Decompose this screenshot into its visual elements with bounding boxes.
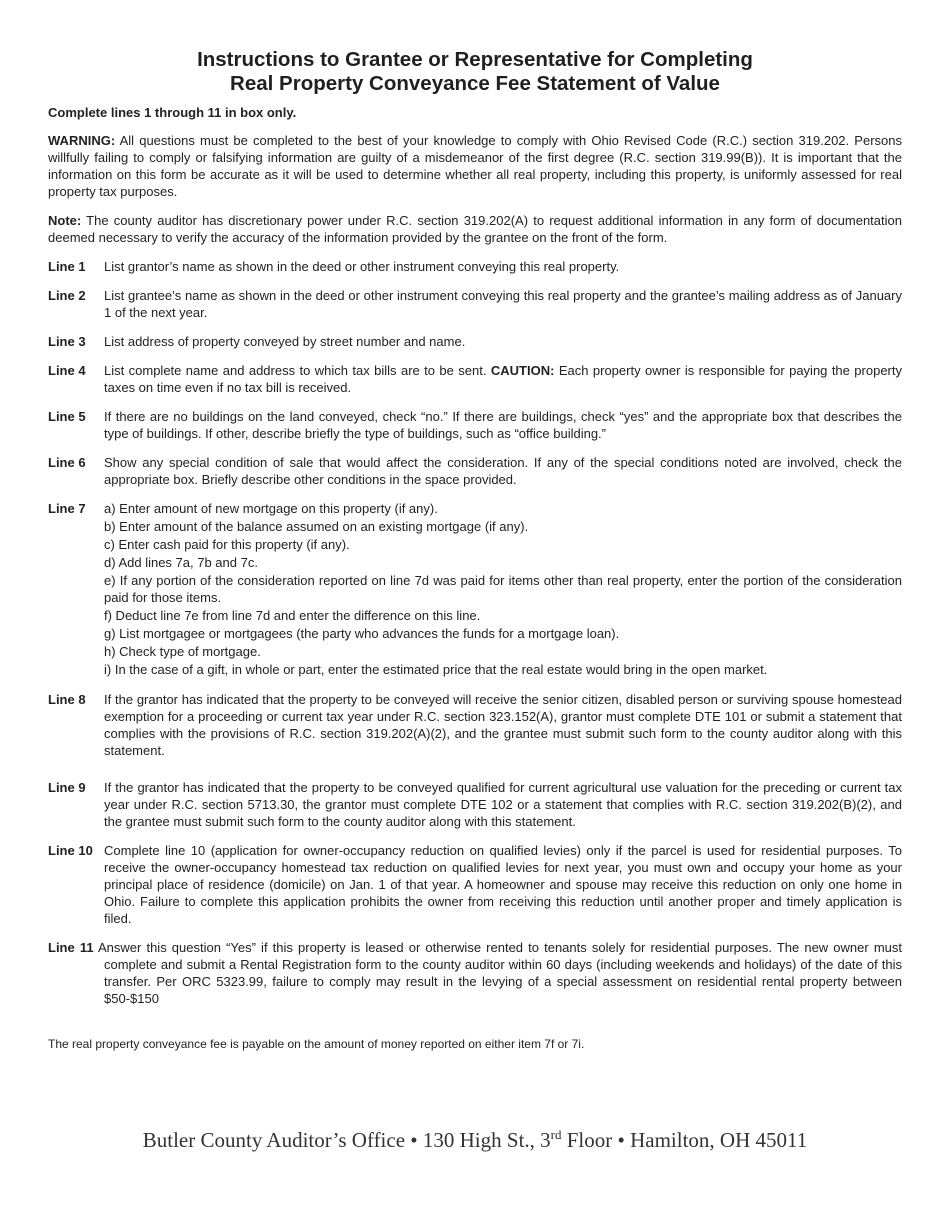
- line-text: If the grantor has indicated that the property to be conveyed will receive the senior citizen, disabled person or surviving spouse homestead exemption for a proceeding or current tax year under R.C. section 323.152(A), grantor must complete DTE 101 or submit a statement that complies with the provisions of R.C. section 319.202(A)(2), and the grantee must submit such form to the county auditor along with this statement.: [104, 692, 902, 758]
- footer-floor-suffix: rd: [550, 1127, 562, 1142]
- line-text: List address of property conveyed by street number and name.: [104, 334, 466, 349]
- line-label: Line 4: [48, 363, 86, 378]
- line-10-instruction: [48, 842, 902, 927]
- line-7b-item: b) Enter amount of the balance assumed on an existing mortgage (if any).: [104, 519, 529, 534]
- footer-address-start: Butler County Auditor’s Office • 130 High St., 3: [142, 1128, 551, 1152]
- line-label: Line 5: [48, 409, 86, 424]
- line-3-instruction: [48, 333, 902, 350]
- title-line-1: Instructions to Grantee or Representative for Completing: [197, 48, 753, 71]
- title-line-2: Real Property Conveyance Fee Statement of Value: [230, 72, 720, 95]
- line-7c-item: c) Enter cash paid for this property (if any).: [104, 537, 350, 552]
- line-7a-item: a) Enter amount of new mortgage on this property (if any).: [104, 501, 438, 516]
- line-5-instruction: [48, 408, 902, 442]
- warning-paragraph: [48, 132, 902, 200]
- line-label: Line 6: [48, 455, 86, 470]
- line-11-instruction: [48, 939, 902, 1007]
- line-text: Show any special condition of sale that would affect the consideration. If any of the special conditions noted are involved, check the appropriate box. Briefly describe other conditions in the space provided.: [104, 455, 902, 487]
- line-7d-item: d) Add lines 7a, 7b and 7c.: [104, 555, 258, 570]
- line-label: Line 8: [48, 692, 86, 707]
- line-text: Complete line 10 (application for owner-occupancy reduction on qualified levies) only if the parcel is used for residential purposes. To receive the owner-occupancy homestead tax reduction on qualified levies for next year, you must own and occupy your home as your principal place of residence (domicile) on Jan. 1 of that year. A homeowner and spouse may receive this reduction on only one home in Ohio. Failure to complete this application prohibits the owner from receiving this reduction until another proper and timely application is filed.: [104, 843, 902, 926]
- line-1-instruction: [48, 258, 902, 275]
- line-label: Line 2: [48, 288, 86, 303]
- page-title: [48, 48, 902, 96]
- line-9-instruction: [48, 779, 902, 830]
- line-7i-item: i) In the case of a gift, in whole or part, enter the estimated price that the real estate would bring in the open market.: [104, 662, 768, 677]
- line-7-instruction: [48, 500, 902, 679]
- conveyance-fee-note: The real property conveyance fee is payable on the amount of money reported on either item 7f or 7i.: [48, 1037, 585, 1051]
- line-label: Line 1: [48, 259, 86, 274]
- line-text: [104, 362, 902, 396]
- line-label: Line 9: [48, 780, 86, 795]
- subtitle: Complete lines 1 through 11 in box only.: [48, 105, 297, 120]
- line-7-items: [104, 500, 902, 679]
- line-6-instruction: [48, 454, 902, 488]
- note-text: The county auditor has discretionary power under R.C. section 319.202(A) to request additional information in any form of documentation deemed necessary to verify the accuracy of the information provided by the grantee on the front of the form.: [48, 213, 902, 245]
- line-7g-item: g) List mortgagee or mortgagees (the party who advances the funds for a mortgage loan).: [104, 626, 620, 641]
- line-4-text-start: List complete name and address to which tax bills are to be sent.: [104, 363, 491, 378]
- line-4-text-end: Each property owner is responsible for paying the property taxes on time even if no tax bill is received.: [104, 363, 902, 395]
- line-text: If the grantor has indicated that the property to be conveyed qualified for current agricultural use valuation for the preceding or current tax year under R.C. section 5713.30, the grantor must complete DTE 102 or a statement that complies with R.C. section 319.202(B)(2), and the grantee must submit such form to the county auditor along with this statement.: [104, 780, 902, 829]
- line-7f-item: f) Deduct line 7e from line 7d and enter the difference on this line.: [104, 608, 481, 623]
- line-8-instruction: [48, 691, 902, 759]
- line-7e-item: e) If any portion of the consideration reported on line 7d was paid for items other than real property, enter the portion of the consideration paid for those items.: [104, 573, 902, 605]
- auditor-office-footer: [0, 1127, 950, 1153]
- line-label: Line 7: [48, 501, 86, 516]
- line-label: Line 3: [48, 334, 86, 349]
- line-2-instruction: [48, 287, 902, 321]
- warning-label: WARNING:: [48, 133, 116, 148]
- caution-label: CAUTION:: [490, 363, 555, 378]
- note-label: Note:: [48, 213, 82, 228]
- note-paragraph: [48, 212, 902, 246]
- warning-text: All questions must be completed to the best of your knowledge to comply with Ohio Revised Code (R.C.) section 319.202. Persons willfully failing to comply or falsifying information are guilty of a misdemeanor of the first degree (R.C. section 319.99(B)). It is important that the information on this form be accurate as it will be used to determine whether all real property, including this property, is uniformly assessed for real property tax purposes.: [48, 133, 902, 199]
- line-text: List grantor’s name as shown in the deed or other instrument conveying this real property.: [104, 259, 620, 274]
- line-label: Line 10: [48, 843, 93, 858]
- line-text: If there are no buildings on the land conveyed, check “no.” If there are buildings, check “yes” and the appropriate box that describes the type of buildings. If other, describe briefly the type of buildings, such as “office building.”: [104, 409, 902, 441]
- instructions-page: [48, 48, 902, 1051]
- line-4-instruction: [48, 362, 902, 396]
- line-text: Answer this question “Yes” if this property is leased or otherwise rented to tenants solely for residential purposes. The new owner must complete and submit a Rental Registration form to the county auditor within 60 days (including weekends and holidays) of the date of this transfer. Per ORC 5323.99, failure to comply may result in the levying of a special assessment on residential rental property between $50-$150: [98, 940, 903, 1006]
- line-text: List grantee’s name as shown in the deed or other instrument conveying this real property and the grantee’s mailing address as of January 1 of the next year.: [104, 288, 902, 320]
- line-7h-item: h) Check type of mortgage.: [104, 644, 261, 659]
- footer-address-end: Floor • Hamilton, OH 45011: [561, 1128, 808, 1152]
- line-label: Line 11: [48, 940, 94, 955]
